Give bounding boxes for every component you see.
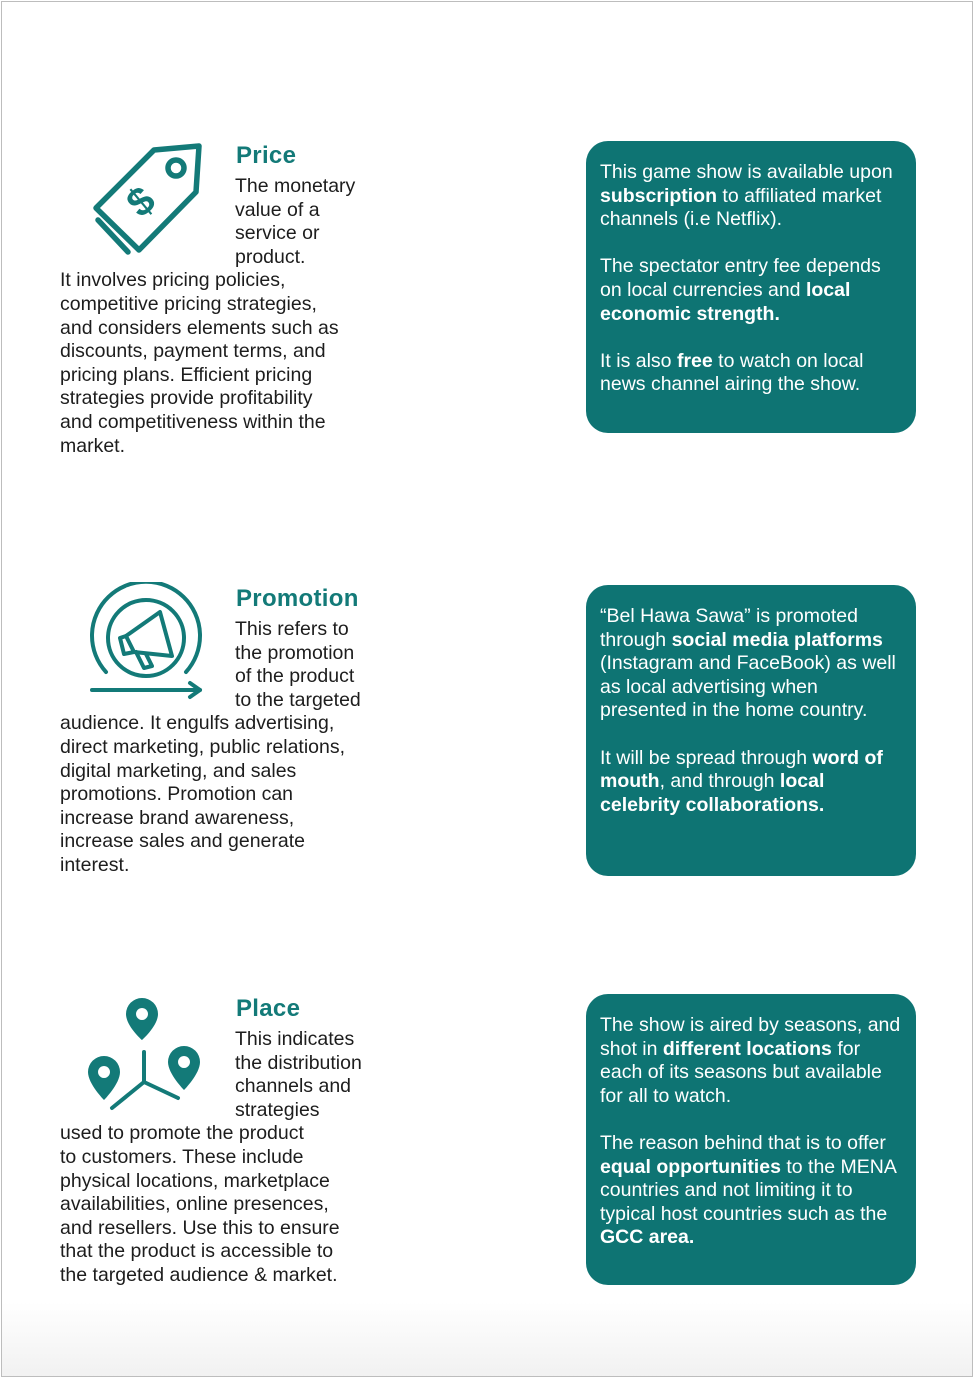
description-line: to the targeted xyxy=(235,688,361,711)
section-description xyxy=(60,618,361,878)
description-line: physical locations, marketplace xyxy=(60,1169,330,1192)
description-line: market. xyxy=(60,434,126,457)
description-line: competitive pricing strategies, xyxy=(60,292,317,315)
description-line: the promotion xyxy=(235,641,355,664)
section-title: Place xyxy=(236,995,301,1022)
card-paragraph: The spectator entry fee depends on local currencies and local economic strength. xyxy=(600,255,881,325)
description-line: that the product is accessible to xyxy=(60,1240,334,1263)
description-line: used to promote the product xyxy=(60,1122,304,1145)
card-paragraph: It will be spread through word of mouth, and through local celebrity collaborations. xyxy=(600,746,883,816)
description-line: and competitiveness within the xyxy=(60,410,326,433)
description-line: interest. xyxy=(60,853,130,876)
description-line: This indicates xyxy=(235,1028,355,1050)
section-title: Promotion xyxy=(236,585,359,612)
description-line: promotions. Promotion can xyxy=(60,783,294,806)
section-title: Price xyxy=(236,142,297,169)
description-line: and considers elements such as xyxy=(60,316,339,339)
description-line: channels and xyxy=(235,1075,352,1098)
description-line: value of a xyxy=(235,198,320,221)
description-line: strategies provide profitability xyxy=(60,387,313,410)
description-line: pricing plans. Efficient pricing xyxy=(60,363,313,386)
card-paragraph: The show is aired by seasons, and shot in different locations for each of its seasons but available for all to watch. xyxy=(600,1014,901,1107)
description-line: audience. It engulfs advertising, xyxy=(60,712,335,735)
description-line: increase sales and generate xyxy=(60,830,305,853)
card-paragraph: This game show is available upon subscription to affiliated market channels (i.e Netflix). xyxy=(600,161,893,231)
description-line: to customers. These include xyxy=(60,1145,304,1168)
section-description xyxy=(60,175,355,458)
price-info-card xyxy=(586,141,916,433)
description-line: the targeted audience & market. xyxy=(60,1263,338,1286)
card-paragraph: The reason behind that is to offer equal opportunities to the MENA countries and not limiting it to typical host countries such as the GCC area. xyxy=(600,1131,896,1249)
card-paragraph: “Bel Hawa Sawa” is promoted through social media platforms (Instagram and FaceBook) as well as local advertising when presented in the home country. xyxy=(600,605,896,722)
description-line: of the product xyxy=(235,665,355,688)
card-paragraph: It is also free to watch on local news channel airing the show. xyxy=(600,349,864,396)
description-line: The monetary xyxy=(235,175,356,197)
svg-text:$: $ xyxy=(118,177,164,227)
description-line: service or xyxy=(235,222,320,245)
description-line: It involves pricing policies, xyxy=(60,269,286,292)
section-description xyxy=(60,1028,362,1288)
description-line: increase brand awareness, xyxy=(60,806,295,829)
description-line: product. xyxy=(235,245,306,268)
description-line: strategies xyxy=(235,1098,320,1121)
promotion-info-card xyxy=(586,585,916,876)
place-info-card xyxy=(586,994,916,1285)
description-line: and resellers. Use this to ensure xyxy=(60,1216,340,1239)
description-line: This refers to xyxy=(235,618,349,640)
description-line: availabilities, online presences, xyxy=(60,1193,329,1216)
description-line: digital marketing, and sales xyxy=(60,759,297,782)
description-line: the distribution xyxy=(235,1051,362,1074)
description-line: direct marketing, public relations, xyxy=(60,735,346,758)
description-line: discounts, payment terms, and xyxy=(60,340,326,363)
